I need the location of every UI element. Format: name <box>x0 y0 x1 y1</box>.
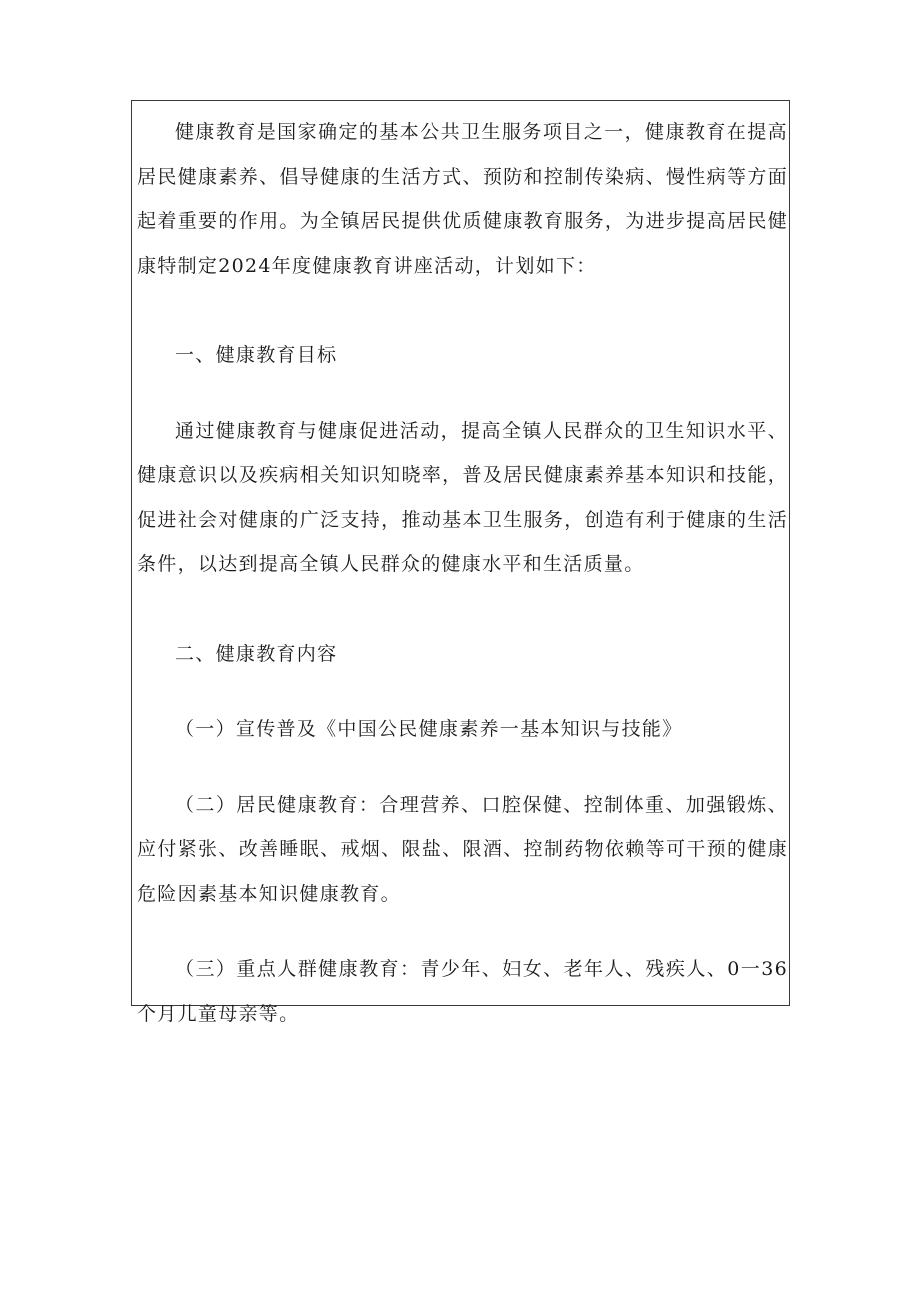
spacer <box>137 676 788 707</box>
spacer <box>137 587 788 632</box>
section-heading-goals: 一、健康教育目标 <box>175 344 338 366</box>
content-item-2: （二）居民健康教育：合理营养、口腔保健、控制体重、加强锻炼、应付紧张、改善睡眠、戒烟、限盐、限酒、控制药物依赖等可干预的健康危险因素基本知识健康教育。 <box>137 793 788 905</box>
content-item-3: （三）重点人群健康教育：青少年、妇女、老年人、残疾人、0一36个月儿童母亲等。 <box>137 958 788 1025</box>
goals-paragraph: 通过健康教育与健康促进活动，提高全镇人民群众的卫生知识水平、健康意识以及疾病相关知识知晓率，普及居民健康素养基本知识和技能，促进社会对健康的广泛支持，推动基本卫生服务，创造有利于健康的生活条件，以达到提高全镇人民群众的健康水平和生活质量。 <box>137 419 788 575</box>
document-content <box>137 110 788 1036</box>
intro-paragraph: 健康教育是国家确定的基本公共卫生服务项目之一，健康教育在提高居民健康素养、倡导健康的生活方式、预防和控制传染病、慢性病等方面起着重要的作用。为全镇居民提供优质健康教育服务，为进步提高居民健康特制定2024年度健康教育讲座活动，计划如下： <box>137 121 788 277</box>
section-heading-content: 二、健康教育内容 <box>175 642 338 665</box>
spacer <box>137 752 788 783</box>
spacer <box>137 288 788 333</box>
content-item-1: （一）宣传普及《中国公民健康素养一基本知识与技能》 <box>175 718 683 740</box>
spacer <box>137 916 788 947</box>
spacer <box>137 378 788 409</box>
